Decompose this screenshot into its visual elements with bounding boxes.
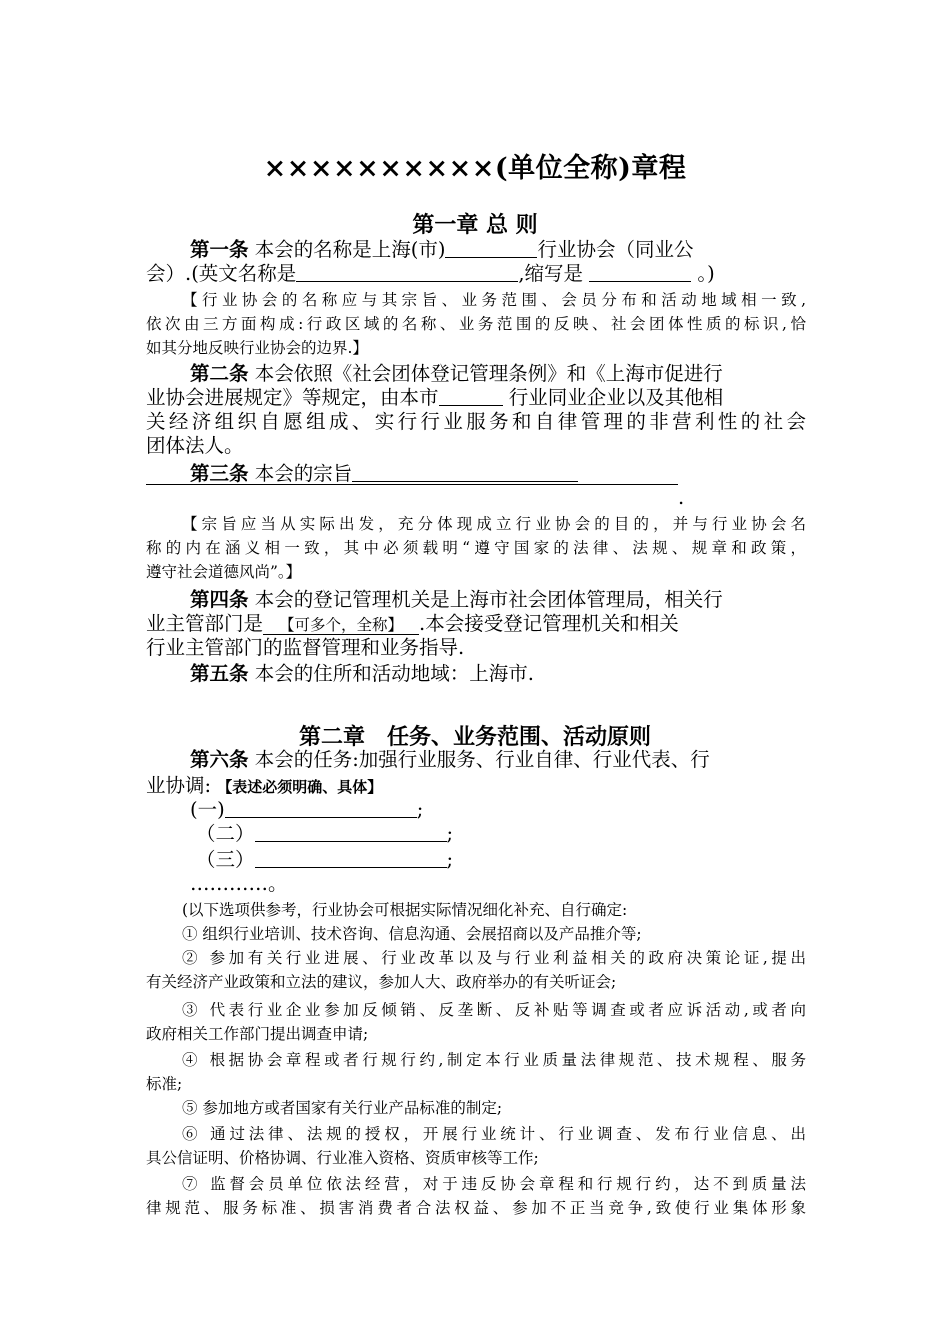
note-3-line-2: 称的内在涵义相一致，其中必须载明“遵守国家的法律、法规、规章和政策， [146, 539, 806, 557]
article-4-line-3: 行业主管部门的监督管理和业务指导. [146, 636, 465, 659]
english-name-blank [296, 262, 518, 282]
option-4-line-2: 标准; [146, 1075, 183, 1093]
chapter-2-heading: 第二章 任务、业务范围、活动原则 [298, 725, 651, 750]
note-3-line-3: 遵守社会道德风尚”。】 [146, 563, 302, 581]
article-1-line-2: 会）.(英文名称是 ,缩写是 。) [146, 262, 715, 285]
supervisor-blank: 【可多个，全称】 [263, 616, 419, 635]
option-7-line-1: ⑦ 监督会员单位依法经营，对于违反协会章程和行规行约，达不到质量法 [182, 1175, 806, 1193]
task-item-1: (一) ; [190, 798, 424, 821]
purpose-blank-1 [352, 462, 578, 482]
note-1-line-2: 依次由三方面构成:行政区域的名称、业务范围的反映、社会团体性质的标识,恰 [146, 315, 806, 333]
options-intro: (以下选项供参考，行业协会可根据实际情况细化补充、自行确定: [182, 901, 628, 919]
note-1-line-1: 【行业协会的名称应与其宗旨、业务范围、会员分布和活动地域相一致, [182, 291, 806, 309]
option-2-line-1: ② 参加有关行业进展、行业改革以及与行业利益相关的政府决策论证,提出 [182, 949, 806, 967]
article-4-line-2: 业主管部门是 【可多个，全称】 .本会接受登记管理机关和相关 [146, 612, 679, 635]
option-3-line-1: ③ 代表行业企业参加反倾销、反垄断、反补贴等调查或者应诉活动,或者向 [182, 1001, 806, 1019]
purpose-blank-2 [146, 484, 678, 485]
industry-blank [439, 386, 503, 406]
option-6-line-2: 具公信证明、价格协调、行业准入资格、资质审核等工作; [146, 1149, 539, 1167]
article-2-line-2: 业协会进展规定》等规定，由本市 行业同业企业以及其他相 [146, 386, 724, 409]
abbreviation-blank [589, 262, 691, 282]
option-2-line-2: 有关经济产业政策和立法的建议，参加人大、政府举办的有关听证会; [146, 973, 617, 991]
document-title: ××××××××××(单位全称)章程 [263, 153, 687, 184]
article-2-label: 第二条 [190, 362, 249, 385]
article-2-line-4: 团体法人。 [146, 434, 244, 457]
option-5: ⑤ 参加地方或者国家有关行业产品标准的制定; [182, 1099, 503, 1117]
note-3-line-1: 【宗旨应当从实际出发，充分体现成立行业协会的目的，并与行业协会名 [182, 515, 806, 533]
task-ellipsis: …………。 [190, 872, 288, 895]
option-6-line-1: ⑥ 通过法律、法规的授权，开展行业统计、行业调查、发布行业信息、出 [182, 1125, 806, 1143]
article-3-line-1: 第三条 本会的宗旨 [190, 462, 806, 486]
article-1-line-1: 第一条 本会的名称是上海(市) 行业协会（同业公 [190, 238, 694, 261]
article-2-line-1: 第二条 本会依照《社会团体登记管理条例》和《上海市促进行 [190, 362, 723, 385]
article-6-line-2: 业协调: 【表述必须明确、具体】 [146, 774, 383, 797]
option-7-line-2: 律规范、服务标准、损害消费者合法权益、参加不正当竞争,致使行业集体形象 [146, 1199, 806, 1217]
article-4-label: 第四条 [190, 588, 249, 611]
article-4-line-1: 第四条 本会的登记管理机关是上海市社会团体管理局，相关行 [190, 588, 723, 611]
task-item-2-blank [255, 822, 447, 842]
article-5-line-1: 第五条 本会的住所和活动地域：上海市. [190, 662, 534, 685]
article-6-line-1: 第六条 本会的任务:加强行业服务、行业自律、行业代表、行 [190, 748, 710, 771]
article-1-label: 第一条 [190, 238, 249, 261]
chapter-1-heading: 第一章 总 则 [412, 213, 538, 238]
note-1-line-3: 如其分地反映行业协会的边界.】 [146, 339, 368, 357]
task-item-3-blank [255, 848, 447, 868]
purpose-period: . [678, 486, 685, 509]
option-1: ① 组织行业培训、技术咨询、信息沟通、会展招商以及产品推介等; [182, 925, 642, 943]
task-item-1-blank [225, 798, 417, 818]
article-2-line-3: 关经济组织自愿组成、实行行业服务和自律管理的非营利性的社会 [146, 410, 806, 433]
article-3-label: 第三条 [190, 462, 249, 485]
task-item-2: （二） ; [196, 822, 454, 845]
article-6-note: 【表述必须明确、具体】 [217, 778, 383, 796]
task-item-3: （三） ; [196, 848, 454, 871]
article-6-label: 第六条 [190, 748, 249, 771]
option-4-line-1: ④ 根据协会章程或者行规行约,制定本行业质量法律规范、技术规程、服务 [182, 1051, 806, 1069]
article-5-label: 第五条 [190, 662, 249, 685]
industry-name-blank [445, 238, 537, 258]
option-3-line-2: 政府相关工作部门提出调查申请; [146, 1025, 369, 1043]
